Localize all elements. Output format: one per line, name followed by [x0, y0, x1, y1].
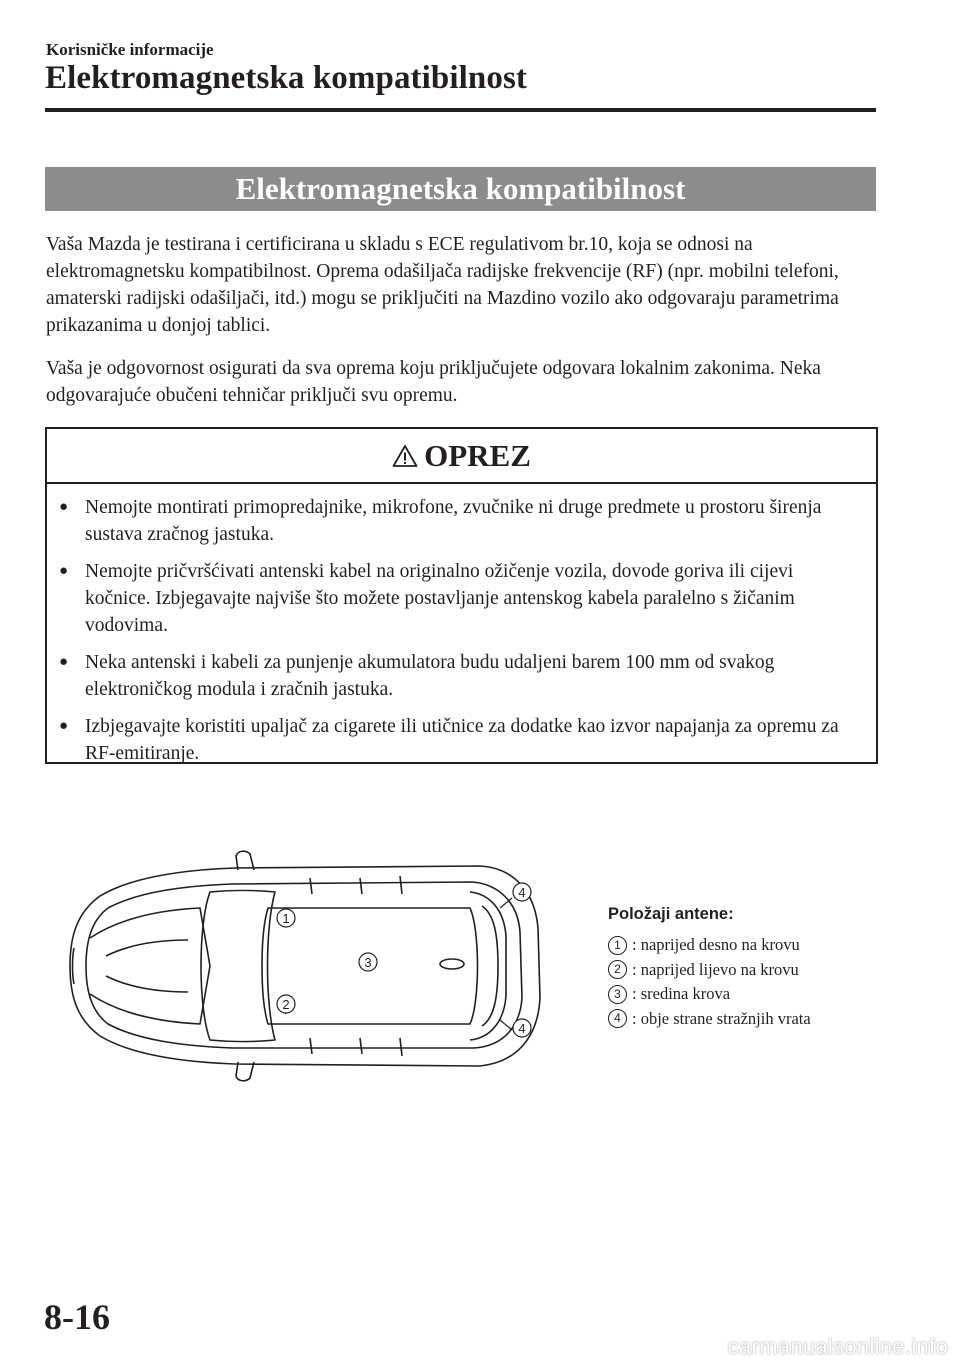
watermark: carmanualsonline.info	[727, 1334, 948, 1359]
caution-item-text: Neka antenski i kabeli za punjenje akumulatora budu udaljeni barem 100 mm od svakog elektroničkog modula i zračnih jastuka.	[85, 652, 775, 700]
number-badge: 3	[608, 985, 627, 1004]
legend-title: Položaji antene:	[608, 905, 734, 923]
caution-item-text: Nemojte montirati primopredajnike, mikrofone, zvučnike ni druge predmete u prostoru širenja sustava zračnog jastuka.	[85, 497, 822, 545]
caution-item	[47, 649, 876, 703]
bullet-icon: ●	[59, 718, 69, 734]
caution-item	[47, 713, 876, 767]
number-badge: 4	[608, 1009, 627, 1028]
caution-item-text: Nemojte pričvršćivati antenski kabel na originalno ožičenje vozila, dovode goriva ili cijevi kočnice. Izbjegavajte najviše što možete postavljanje antenskog kabela paralelno s žičanim vodovima.	[85, 561, 795, 636]
marker-3-label: 3	[364, 955, 372, 970]
number-badge: 1	[608, 936, 627, 955]
legend-item	[608, 958, 811, 983]
section-title-bar: Elektromagnetska kompatibilnost	[45, 167, 876, 211]
legend-item	[608, 1007, 811, 1032]
bullet-icon: ●	[59, 654, 69, 670]
legend-item	[608, 982, 811, 1007]
section-label: Korisničke informacije	[46, 40, 214, 59]
legend-item	[608, 933, 811, 958]
caution-item	[47, 558, 876, 639]
legend-item-text: : obje strane stražnjih vrata	[632, 1008, 811, 1028]
caution-item	[47, 494, 876, 548]
warning-triangle-icon	[392, 444, 418, 468]
caution-box	[45, 427, 878, 764]
heading-divider	[45, 108, 876, 112]
number-badge: 2	[608, 960, 627, 979]
bullet-icon: ●	[59, 563, 69, 579]
car-top-view-diagram	[60, 848, 550, 1088]
marker-1-label: 1	[282, 911, 290, 926]
intro-paragraph: Vaša Mazda je testirana i certificirana u skladu s ECE regulativom br.10, koja se odnosi na elektromagnetsku kompatibilnost. Oprema odašiljača radijske frekvencije (RF) (npr. mobilni telefoni, amaterski radijski odašiljači, itd.) mogu se priključiti na Mazdino vozilo ako odgovaraju parametrima prikazanima u donjoj tablici.	[46, 234, 839, 336]
legend-item-text: : naprijed lijevo na krovu	[632, 959, 799, 979]
bullet-icon: ●	[59, 499, 69, 515]
legend-item-text: : naprijed desno na krovu	[632, 935, 800, 955]
marker-4-top-label: 4	[518, 885, 526, 900]
legend-item-text: : sredina krova	[632, 984, 731, 1004]
caution-list	[47, 484, 876, 767]
marker-2-label: 2	[282, 997, 290, 1012]
responsibility-paragraph: Vaša je odgovornost osigurati da sva oprema koju priključujete odgovara lokalnim zakonima. Neka odgovarajuće obučeni tehničar priključi svu opremu.	[46, 358, 821, 406]
antenna-legend	[608, 905, 811, 1031]
caution-item-text: Izbjegavajte koristiti upaljač za cigarete ili utičnice za dodatke kao izvor napajanja za opremu za RF-emitiranje.	[85, 716, 839, 764]
caution-header	[47, 429, 876, 484]
marker-4-bottom-label: 4	[518, 1021, 526, 1036]
page-heading: Elektromagnetska kompatibilnost	[45, 60, 527, 96]
caution-title: OPREZ	[424, 437, 531, 473]
page-number: 8-16	[44, 1297, 110, 1337]
